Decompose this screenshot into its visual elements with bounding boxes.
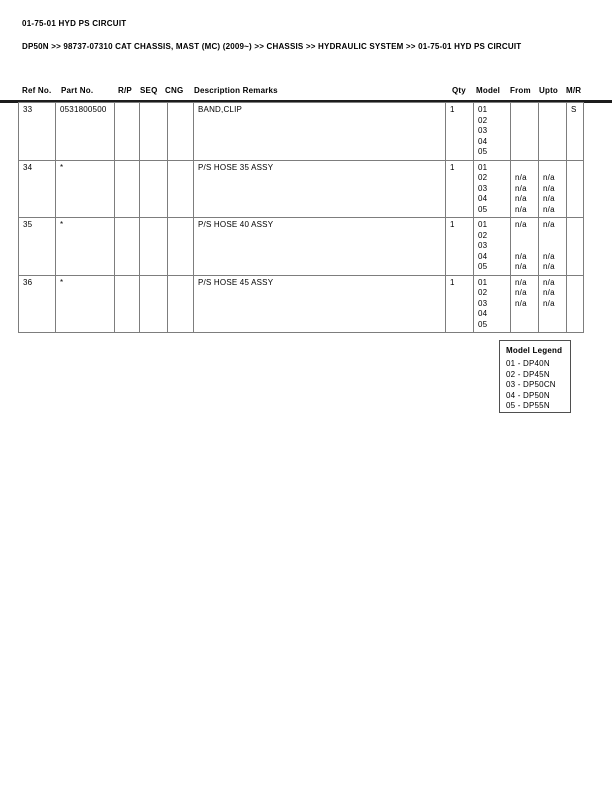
cell-upto-line (543, 116, 565, 127)
cell-from-line (515, 163, 537, 174)
parts-table (18, 102, 584, 333)
cell-upto-line (543, 137, 565, 148)
cell-model-line: 02 (478, 230, 488, 240)
cell-rp (115, 275, 140, 333)
cell-mr (567, 275, 584, 333)
cell-cng (168, 218, 194, 276)
cell-upto-line: n/a (543, 251, 555, 261)
cell-ref-no (19, 275, 56, 333)
cell-qty-line: 1 (450, 220, 455, 229)
cell-description (194, 218, 446, 276)
cell-upto (539, 275, 567, 333)
cell-cng (168, 160, 194, 218)
cell-mr (567, 103, 584, 161)
model-legend-item: 05 - DP55N (506, 401, 550, 411)
cell-mr (567, 160, 584, 218)
cell-model-line: 04 (478, 194, 488, 203)
cell-ref-no-line: 36 (23, 277, 33, 287)
cell-qty-line: 1 (450, 277, 455, 287)
model-legend-item: 03 - DP50CN (506, 380, 556, 390)
cell-description-line: P/S HOSE 35 ASSY (198, 162, 274, 172)
cell-part-no-line: * (60, 220, 64, 229)
cell-rp (115, 103, 140, 161)
cell-model-line: 01 (478, 105, 488, 114)
cell-seq (140, 103, 168, 161)
column-header-cng: CNG (165, 86, 184, 95)
model-legend-item: 01 - DP40N (506, 359, 550, 368)
cell-from-line: n/a (515, 277, 527, 287)
cell-from-line: n/a (515, 298, 527, 308)
cell-rp-line (119, 278, 138, 289)
cell-from-line: n/a (515, 251, 527, 261)
cell-from (511, 218, 539, 276)
table-row (19, 103, 584, 161)
cell-upto-line (543, 147, 565, 158)
cell-qty (446, 218, 474, 276)
cell-upto (539, 218, 567, 276)
cell-from-line (515, 309, 537, 320)
cell-from-line: n/a (515, 194, 527, 203)
parts-table-body (19, 103, 584, 333)
cell-model-line: 04 (478, 251, 488, 261)
cell-description-line: P/S HOSE 40 ASSY (198, 220, 274, 229)
column-header-part-no: Part No. (61, 86, 94, 95)
cell-seq-line (144, 220, 166, 231)
cell-model-line: 03 (478, 126, 488, 135)
column-header-qty: Qty (452, 86, 466, 95)
cell-model (474, 218, 511, 276)
cell-upto-line (543, 126, 565, 137)
cell-part-no-line: 0531800500 (60, 105, 107, 114)
cell-from-line: n/a (515, 262, 527, 271)
cell-model-line: 02 (478, 115, 488, 125)
cell-from-line: n/a (515, 220, 527, 229)
cell-model-line: 03 (478, 298, 488, 308)
cell-upto-line (543, 320, 565, 331)
cell-qty (446, 275, 474, 333)
cell-qty (446, 103, 474, 161)
model-legend-item: 02 - DP45N (506, 369, 550, 379)
cell-upto (539, 160, 567, 218)
cell-from-line: n/a (515, 204, 527, 214)
cell-from-line (515, 137, 537, 148)
cell-from-line: n/a (515, 173, 527, 182)
cell-model-line: 03 (478, 183, 488, 193)
cell-upto-line (543, 105, 565, 116)
cell-cng-line (172, 278, 192, 289)
table-row (19, 160, 584, 218)
cell-model-line: 04 (478, 309, 488, 318)
cell-from (511, 275, 539, 333)
cell-model-line: 01 (478, 277, 488, 287)
cell-upto-line: n/a (543, 194, 555, 203)
cell-model-line: 04 (478, 136, 488, 146)
cell-description (194, 275, 446, 333)
cell-upto-line: n/a (543, 298, 555, 308)
model-legend (499, 340, 571, 413)
cell-from-line (515, 116, 537, 127)
cell-seq-line (144, 163, 166, 174)
cell-model (474, 160, 511, 218)
cell-from (511, 160, 539, 218)
cell-rp-line (119, 220, 138, 231)
column-header-from: From (510, 86, 531, 95)
cell-ref-no (19, 218, 56, 276)
cell-seq (140, 275, 168, 333)
cell-cng-line (172, 220, 192, 231)
table-row (19, 218, 584, 276)
column-header-model: Model (476, 86, 501, 95)
cell-seq-line (144, 278, 166, 289)
column-header-description: Description Remarks (194, 86, 278, 95)
cell-model-line: 05 (478, 319, 488, 329)
cell-part-no-line: * (60, 277, 64, 287)
model-legend-item: 04 - DP50N (506, 390, 550, 400)
cell-from (511, 103, 539, 161)
breadcrumb: DP50N >> 98737-07310 CAT CHASSIS, MAST (MC) (2009~) >> CHASSIS >> HYDRAULIC SYSTEM >> 01-75-01 HYD PS CIRCUIT (22, 42, 522, 51)
cell-from-line: n/a (515, 288, 527, 297)
cell-description-line: BAND,CLIP (198, 105, 243, 114)
cell-upto-line: n/a (543, 183, 555, 193)
cell-cng (168, 103, 194, 161)
cell-upto-line (543, 241, 565, 252)
cell-description-line: P/S HOSE 45 ASSY (198, 277, 274, 287)
cell-mr-line (571, 278, 582, 289)
cell-part-no (56, 160, 115, 218)
cell-ref-no (19, 160, 56, 218)
cell-part-no (56, 218, 115, 276)
column-header-upto: Upto (539, 86, 559, 95)
cell-upto-line (543, 231, 565, 242)
cell-upto-line: n/a (543, 220, 555, 229)
cell-mr (567, 218, 584, 276)
cell-model-line: 01 (478, 220, 488, 229)
cell-upto-line: n/a (543, 173, 555, 182)
cell-ref-no (19, 103, 56, 161)
cell-from-line (515, 105, 537, 116)
column-header-rp: R/P (118, 86, 132, 95)
cell-upto-line (543, 309, 565, 320)
cell-model-line: 02 (478, 173, 488, 182)
cell-upto-line: n/a (543, 277, 555, 287)
cell-rp-line (119, 163, 138, 174)
model-legend-title: Model Legend (506, 346, 563, 355)
cell-upto-line: n/a (543, 262, 555, 271)
cell-mr-line: S (571, 105, 577, 114)
column-header-mr: M/R (566, 86, 582, 95)
cell-from-line (515, 126, 537, 137)
cell-model-line: 05 (478, 147, 488, 156)
cell-seq (140, 218, 168, 276)
cell-mr-line (571, 220, 582, 231)
cell-from-line (515, 231, 537, 242)
cell-upto-line: n/a (543, 204, 555, 214)
cell-upto (539, 103, 567, 161)
cell-cng (168, 275, 194, 333)
cell-from-line (515, 320, 537, 331)
cell-model-line: 05 (478, 204, 488, 214)
cell-qty-line: 1 (450, 105, 455, 114)
cell-part-no (56, 103, 115, 161)
parts-table-container (18, 102, 584, 333)
cell-qty (446, 160, 474, 218)
column-header-seq: SEQ (140, 86, 158, 95)
cell-from-line (515, 241, 537, 252)
cell-from-line: n/a (515, 183, 527, 193)
cell-part-no (56, 275, 115, 333)
cell-model-line: 02 (478, 288, 488, 297)
cell-qty-line: 1 (450, 162, 455, 172)
cell-ref-no-line: 35 (23, 220, 33, 229)
cell-part-no-line: * (60, 162, 64, 172)
cell-model (474, 275, 511, 333)
cell-ref-no-line: 33 (23, 105, 33, 114)
cell-model-line: 05 (478, 262, 488, 271)
cell-upto-line: n/a (543, 288, 555, 297)
table-row (19, 275, 584, 333)
cell-from-line (515, 147, 537, 158)
cell-rp-line (119, 105, 138, 116)
page-title: 01-75-01 HYD PS CIRCUIT (22, 19, 127, 28)
cell-mr-line (571, 163, 582, 174)
cell-seq (140, 160, 168, 218)
cell-rp (115, 160, 140, 218)
cell-ref-no-line: 34 (23, 162, 33, 172)
cell-upto-line (543, 163, 565, 174)
cell-cng-line (172, 163, 192, 174)
cell-description (194, 160, 446, 218)
cell-model-line: 03 (478, 241, 488, 250)
cell-description (194, 103, 446, 161)
column-header-ref-no: Ref No. (22, 86, 52, 95)
cell-cng-line (172, 105, 192, 116)
cell-rp (115, 218, 140, 276)
cell-model-line: 01 (478, 162, 488, 172)
cell-seq-line (144, 105, 166, 116)
cell-model (474, 103, 511, 161)
